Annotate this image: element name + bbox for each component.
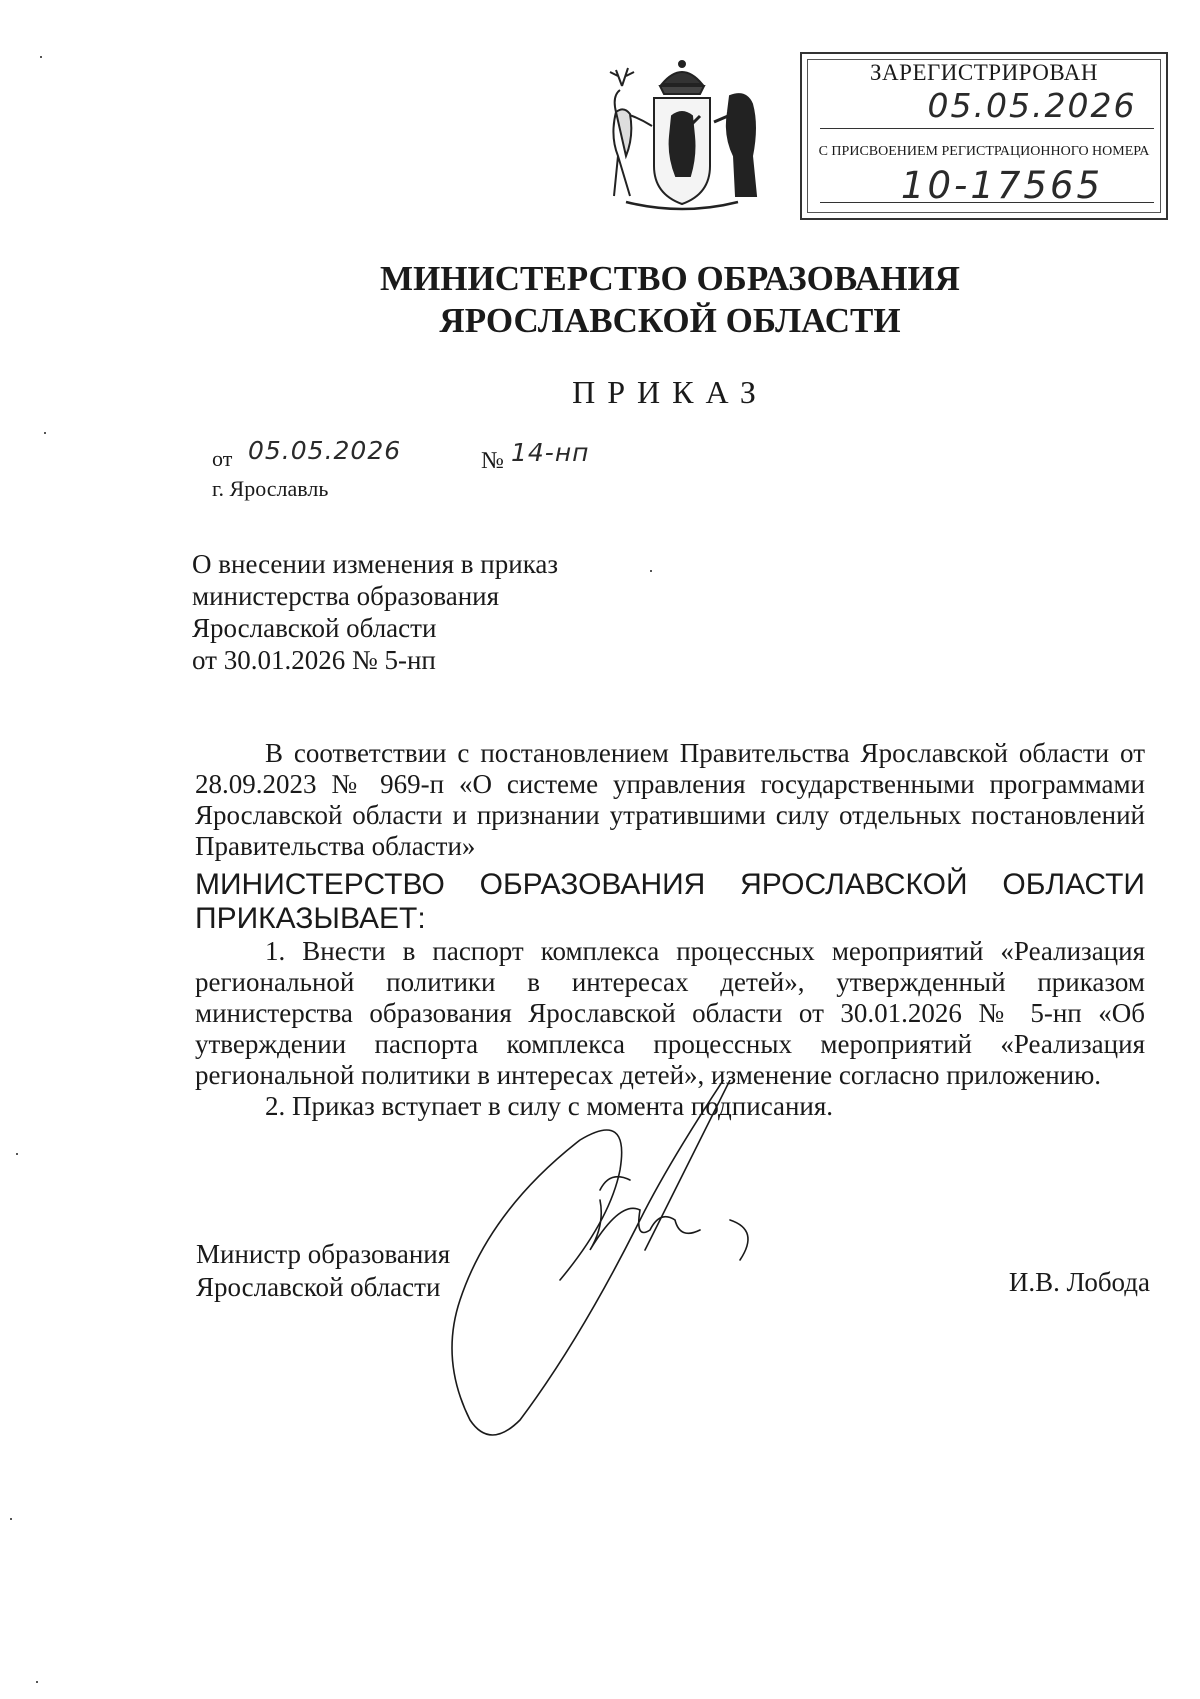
stamp-reg-number: 10-17565 xyxy=(900,164,1104,207)
date-prefix: от xyxy=(212,446,233,471)
preamble-paragraph: В соответствии с постановлением Правительства Ярославской области от 28.09.2023 № 969-п «О системе управления государственными программами Ярославской области и признании утратившими силу отдельных постановлений Правительства области» xyxy=(195,738,1145,861)
signer-position-line: Министр образования xyxy=(196,1239,451,1269)
coat-of-arms-emblem xyxy=(596,56,768,216)
stamp-title: ЗАРЕГИСТРИРОВАН xyxy=(870,60,1098,85)
order-number: 14-нп xyxy=(511,438,590,467)
scan-speck xyxy=(10,1518,12,1520)
order-phrase: МИНИСТЕРСТВО ОБРАЗОВАНИЯ ЯРОСЛАВСКОЙ ОБЛАСТИ ПРИКАЗЫВАЕТ: xyxy=(195,868,1145,935)
scan-speck xyxy=(44,432,46,434)
subject-line: от 30.01.2026 № 5-нп xyxy=(192,645,436,675)
subject-line: О внесении изменения в приказ xyxy=(192,549,559,579)
city: г. Ярославль xyxy=(212,476,329,501)
scan-speck xyxy=(650,570,652,572)
stamp-subtitle: С ПРИСВОЕНИЕМ РЕГИСТРАЦИОННОГО НОМЕРА xyxy=(818,144,1150,159)
subject-line: министерства образования xyxy=(192,581,500,611)
stamp-divider xyxy=(820,202,1154,203)
registration-stamp xyxy=(800,52,1168,220)
handwritten-signature xyxy=(430,1080,850,1450)
number-prefix: № xyxy=(481,448,504,474)
ministry-title-line: ЯРОСЛАВСКОЙ ОБЛАСТИ xyxy=(439,301,901,340)
signer-name: И.В. Лобода xyxy=(1008,1267,1150,1297)
document-type: ПРИКАЗ xyxy=(572,374,768,410)
scan-speck xyxy=(40,56,42,58)
body-preamble-block xyxy=(195,738,1145,862)
subject-line: Ярославской области xyxy=(192,613,437,643)
ministry-title-line: МИНИСТЕРСТВО ОБРАЗОВАНИЯ xyxy=(380,259,960,298)
subject-block xyxy=(192,548,652,676)
signer-position-line: Ярославской области xyxy=(196,1272,441,1302)
ministry-title xyxy=(300,258,1040,342)
order-item-1: 1. Внести в паспорт комплекса процессных мероприятий «Реализация региональной политики в интересах детей», утвержденный приказом министерства образования Ярославской области от 30.01.2026 № 5-нп «Об утверждении паспорта комплекса процессных мероприятий «Реализация региональной политики в интересах детей», изменение согласно приложению. xyxy=(195,936,1145,1090)
stamp-date: 05.05.2026 xyxy=(927,86,1137,125)
scan-speck xyxy=(16,1153,18,1155)
order-date: 05.05.2026 xyxy=(248,436,402,465)
scan-speck xyxy=(36,1681,38,1683)
order-item-2: 2. Приказ вступает в силу с момента подписания. xyxy=(265,1091,834,1121)
stamp-divider xyxy=(820,128,1154,129)
